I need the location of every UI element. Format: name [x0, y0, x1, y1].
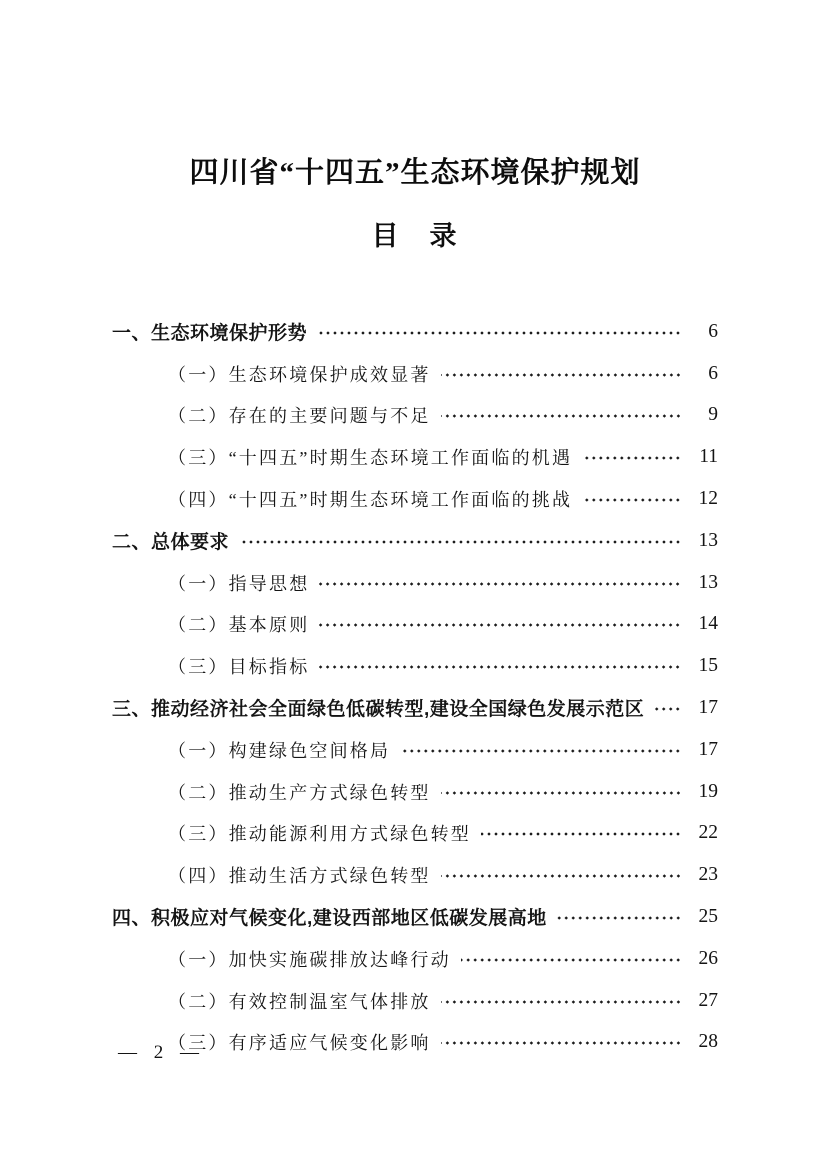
toc-entry-label: （二）推动生产方式绿色转型 [168, 782, 431, 803]
toc-entry [112, 478, 718, 520]
toc-entry-label: （三）有序适应气候变化影响 [168, 1033, 431, 1054]
dot-leader [441, 999, 682, 1005]
toc-heading: 目 录 [371, 220, 459, 251]
toc-entry-label: （二）有效控制温室气体排放 [168, 991, 431, 1012]
toc-entry-page: 15 [698, 655, 718, 677]
toc-entry-label: （一）构建绿色空间格局 [168, 740, 391, 761]
toc-entry-label: （一）生态环境保护成效显著 [168, 364, 431, 385]
dot-leader [582, 497, 682, 503]
toc-entry-label: （四）“十四五”时期生态环境工作面临的挑战 [168, 489, 573, 510]
toc-entry [112, 394, 718, 436]
toc-entry [112, 645, 718, 687]
toc-entry-page: 19 [698, 780, 718, 802]
toc-entry-page: 6 [708, 320, 718, 342]
toc-entry-page: 23 [698, 864, 718, 886]
dot-leader [582, 455, 682, 461]
toc-entry [112, 311, 718, 353]
toc-entry [112, 854, 718, 896]
toc-entry [112, 687, 718, 729]
toc-entry [112, 896, 718, 938]
toc-entry-page: 28 [698, 1031, 718, 1053]
toc-entry-label: （四）推动生活方式绿色转型 [168, 866, 431, 887]
toc-entry-page: 11 [699, 446, 718, 468]
toc-entry-label: （三）“十四五”时期生态环境工作面临的机遇 [168, 448, 573, 469]
dot-leader [400, 748, 682, 754]
dot-leader [441, 372, 682, 378]
toc-entry-page: 13 [698, 529, 718, 551]
dot-leader [319, 581, 682, 587]
toc-entry-label: （一）指导思想 [168, 573, 310, 594]
dot-leader [441, 790, 682, 796]
toc-entry [112, 562, 718, 604]
toc-entry-page: 27 [698, 989, 718, 1011]
dot-leader [317, 330, 682, 336]
toc-entry-label: 二、总体要求 [112, 532, 230, 554]
table-of-contents [112, 311, 718, 1063]
toc-entry [112, 436, 718, 478]
toc-entry [112, 603, 718, 645]
footer-page-number: — 2 — [118, 1042, 205, 1063]
toc-entry [112, 812, 718, 854]
toc-entry-page: 12 [698, 487, 718, 509]
toc-entry-label: （二）存在的主要问题与不足 [168, 406, 431, 427]
dot-leader [557, 915, 682, 921]
dot-leader [239, 539, 682, 545]
toc-entry-page: 6 [708, 362, 718, 384]
toc-entry-page: 17 [698, 696, 718, 718]
toc-entry-page: 17 [698, 738, 718, 760]
toc-entry-label: （三）目标指标 [168, 657, 310, 678]
dot-leader [441, 413, 682, 419]
toc-entry-label: （二）基本原则 [168, 615, 310, 636]
toc-entry [112, 980, 718, 1022]
toc-entry-page: 14 [698, 613, 718, 635]
dot-leader [441, 873, 682, 879]
toc-entry-page: 22 [698, 822, 718, 844]
toc-entry [112, 353, 718, 395]
dot-leader [319, 622, 682, 628]
dot-leader [481, 831, 682, 837]
toc-entry [112, 938, 718, 980]
toc-entry-label: （三）推动能源利用方式绿色转型 [168, 824, 471, 845]
toc-entry-page: 26 [698, 947, 718, 969]
toc-entry [112, 729, 718, 771]
toc-entry-page: 25 [698, 905, 718, 927]
document-title: 四川省“十四五”生态环境保护规划 [189, 157, 641, 189]
toc-entry-label: 一、生态环境保护形势 [112, 323, 308, 345]
dot-leader [461, 957, 682, 963]
toc-entry-label: （一）加快实施碳排放达峰行动 [168, 949, 451, 970]
toc-entry-page: 13 [698, 571, 718, 593]
toc-entry [112, 771, 718, 813]
dot-leader [441, 1040, 682, 1046]
dot-leader [654, 706, 682, 712]
toc-entry [112, 520, 718, 562]
toc-entry-label: 四、积极应对气候变化,建设西部地区低碳发展高地 [112, 908, 547, 930]
toc-entry-label: 三、推动经济社会全面绿色低碳转型,建设全国绿色发展示范区 [112, 699, 645, 721]
dot-leader [319, 664, 682, 670]
toc-entry-page: 9 [708, 404, 718, 426]
